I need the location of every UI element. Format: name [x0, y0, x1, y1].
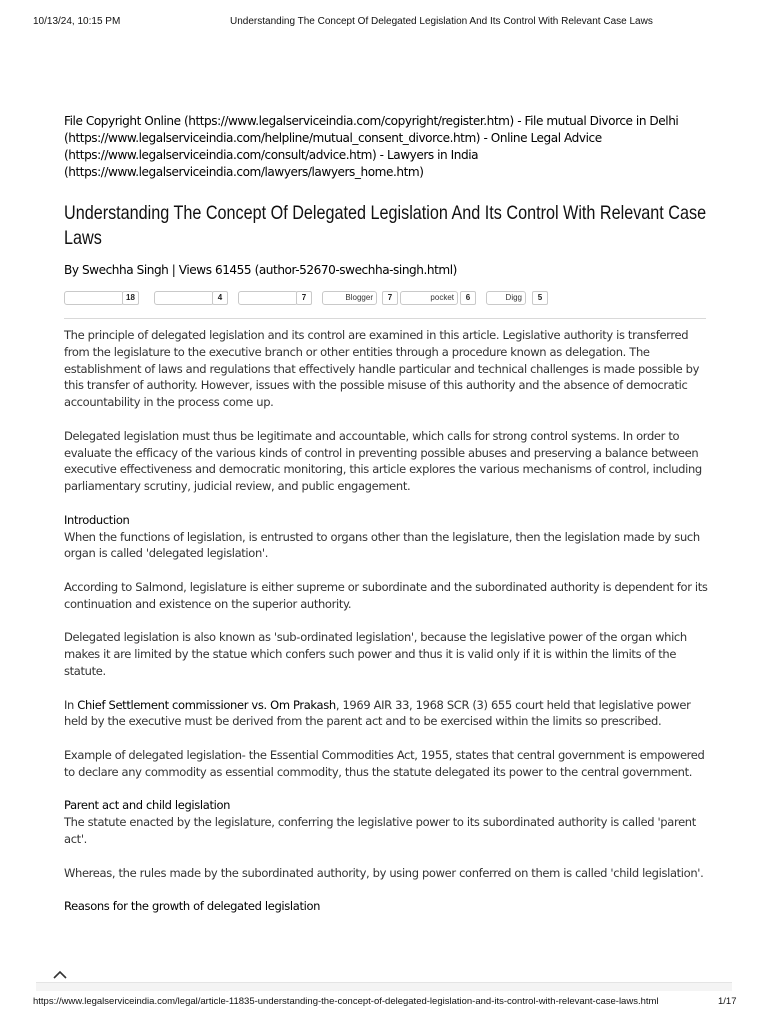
paragraph: The principle of delegated legislation and its control are examined in this article. Legislative authority is transferred from the legislature to the executive branch or other entities through a procedure known as delegation. The establishment of laws and regulations that effectively handle particular and technical challenges is made possible by this transfer of authority. However, issues with the possible misuse of this authority and the absence of democratic accountability in the process come up. — [64, 328, 700, 410]
paragraph-text: In — [64, 697, 78, 712]
section-heading: Parent act and child legislation — [64, 798, 231, 813]
lawyers-link[interactable]: Lawyers in India (https://www.legalserviceindia.com/lawyers/lawyers_home.htm) — [64, 148, 479, 179]
paragraph: Whereas, the rules made by the subordinated authority, by using power conferred on them is called 'child legislation'. — [64, 865, 704, 880]
page-number: 1/17 — [718, 996, 737, 1007]
mutual-divorce-link[interactable]: File mutual Divorce in Delhi (https://www.legalserviceindia.com/helpline/mutual_consent_divorce.htm) — [64, 114, 679, 145]
link-separator: - — [376, 148, 387, 162]
author-profile-link[interactable]: (author-52670-swechha-singh.html) — [254, 263, 457, 277]
author-name[interactable]: Swechha Singh — [81, 263, 169, 277]
case-paragraph — [64, 697, 714, 731]
share-count: 4 — [212, 291, 228, 305]
legal-advice-link[interactable]: Online Legal Advice (https://www.legalserviceindia.com/consult/advice.htm) — [64, 131, 602, 162]
section-heading: Reasons for the growth of delegated legislation — [64, 899, 321, 914]
print-header — [0, 16, 768, 30]
paragraph: Delegated legislation is also known as 'sub-ordinated legislation', because the legislative power of the organ which makes it are limited by the statue which confers such power and thus it is valid only if it is within the limits of the statute. — [64, 630, 687, 678]
share-count: 5 — [532, 291, 548, 305]
chevron-up-icon — [50, 966, 70, 982]
share-button[interactable] — [238, 291, 298, 305]
views-count: | Views 61455 — [168, 263, 255, 277]
section-introduction — [64, 512, 714, 562]
copyright-link[interactable]: File Copyright Online (https://www.legalserviceindia.com/copyright/register.htm) — [64, 114, 514, 128]
digg-button[interactable]: Digg — [486, 291, 526, 305]
share-count: 7 — [382, 291, 398, 305]
print-datetime: 10/13/24, 10:15 PM — [33, 16, 121, 27]
share-button[interactable] — [154, 291, 214, 305]
paragraph: Delegated legislation must thus be legitimate and accountable, which calls for strong control systems. In order to evaluate the efficacy of the various kinds of control in preventing possible abuses and preserving a balance between executive effectiveness and democratic monitoring, this article explores the various mechanisms of control, including parliamentary scrutiny, judicial review, and public engagement. — [64, 428, 702, 494]
section-reasons — [64, 898, 714, 915]
pocket-button[interactable]: pocket — [400, 291, 458, 305]
print-document-title: Understanding The Concept Of Delegated Legislation And Its Control With Relevant Case Laws — [230, 16, 653, 27]
paragraph-text: , 1969 AIR 33, 1968 SCR (3) 655 court held that legislative power held by the executive must be derived from the parent act and to be exercised within the limits so prescribed. — [64, 697, 691, 729]
blogger-button[interactable]: Blogger — [322, 291, 377, 305]
paragraph: Example of delegated legislation- the Essential Commodities Act, 1955, states that central government is empowered to declare any commodity as essential commodity, thus the statute delegated its power to the central government. — [64, 747, 705, 779]
byline-prefix: By — [64, 263, 82, 277]
byline — [64, 262, 714, 279]
share-count: 18 — [122, 291, 139, 305]
case-name: Chief Settlement commissioner vs. Om Prakash — [77, 697, 336, 712]
scroll-top-button[interactable] — [50, 966, 70, 982]
section-parent-act — [64, 797, 714, 847]
service-links — [64, 113, 714, 181]
paragraph: According to Salmond, legislature is either supreme or subordinate and the subordinated authority is dependent for its continuation and existence on the superior authority. — [64, 579, 708, 611]
paragraph-text: The statute enacted by the legislature, conferring the legislative power to its subordinated authority is called 'parent act'. — [64, 815, 696, 846]
link-separator: - — [513, 114, 525, 128]
print-footer — [0, 996, 768, 1010]
page-bottom-bar — [36, 982, 732, 991]
divider — [64, 318, 706, 319]
article-title: Understanding The Concept Of Delegated Legislation And Its Control With Relevant Case Laws — [64, 202, 707, 249]
share-count: 7 — [296, 291, 312, 305]
section-heading: Introduction — [64, 512, 130, 527]
print-url: https://www.legalserviceindia.com/legal/article-11835-understanding-the-concept-of-delegated-legislation-and-its-control-with-relevant-case-laws.html — [33, 996, 659, 1007]
article-body — [64, 327, 714, 932]
share-count: 6 — [460, 291, 476, 305]
paragraph-text: When the functions of legislation, is entrusted to organs other than the legislature, then the legislation made by such organ is called 'delegated legislation'. — [64, 529, 700, 561]
share-bar — [64, 291, 706, 307]
link-separator: - — [480, 131, 491, 145]
share-button[interactable] — [64, 291, 124, 305]
